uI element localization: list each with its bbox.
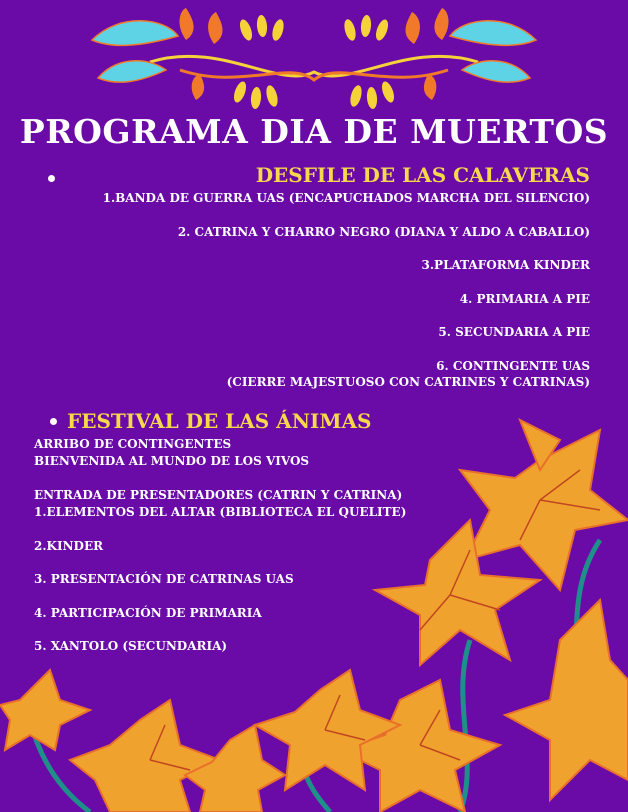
section2-item: 1.ELEMENTOS DEL ALTAR (BIBLIOTECA EL QUELITE): [34, 505, 407, 519]
section2-heading: FESTIVAL DE LAS ÁNIMAS: [67, 409, 372, 433]
section2-item: ARRIBO DE CONTINGENTES: [34, 437, 232, 451]
section2-item: 2.KINDER: [34, 539, 104, 553]
section1-item: 4. PRIMARIA A PIE: [459, 292, 590, 306]
section1-item: 1.BANDA DE GUERRA UAS (ENCAPUCHADOS MARCHA DEL SILENCIO): [102, 191, 590, 205]
section1-item: 2. CATRINA Y CHARRO NEGRO (DIANA Y ALDO A CABALLO): [177, 225, 590, 239]
section2-item: ENTRADA DE PRESENTADORES (CATRIN Y CATRINA): [34, 488, 403, 502]
page-title: PROGRAMA DIA DE MUERTOS: [19, 112, 609, 151]
section1-heading: DESFILE DE LAS CALAVERAS: [255, 163, 590, 187]
section2-item: BIENVENIDA AL MUNDO DE LOS VIVOS: [34, 454, 310, 468]
section2-item: 5. XANTOLO (SECUNDARIA): [34, 639, 228, 653]
section1-item: (CIERRE MAJESTUOSO CON CATRINES Y CATRINAS): [226, 375, 590, 389]
section2-item: 3. PRESENTACIÓN DE CATRINAS UAS: [34, 572, 294, 586]
section2-item: 4. PARTICIPACIÓN DE PRIMARIA: [34, 606, 262, 620]
bullet-section1: [48, 175, 55, 182]
section1-item: 6. CONTINGENTE UAS: [436, 359, 590, 373]
bullet-section2: [50, 418, 57, 425]
section1-item: 3.PLATAFORMA KINDER: [421, 258, 590, 272]
section1-item: 5. SECUNDARIA A PIE: [438, 325, 590, 339]
